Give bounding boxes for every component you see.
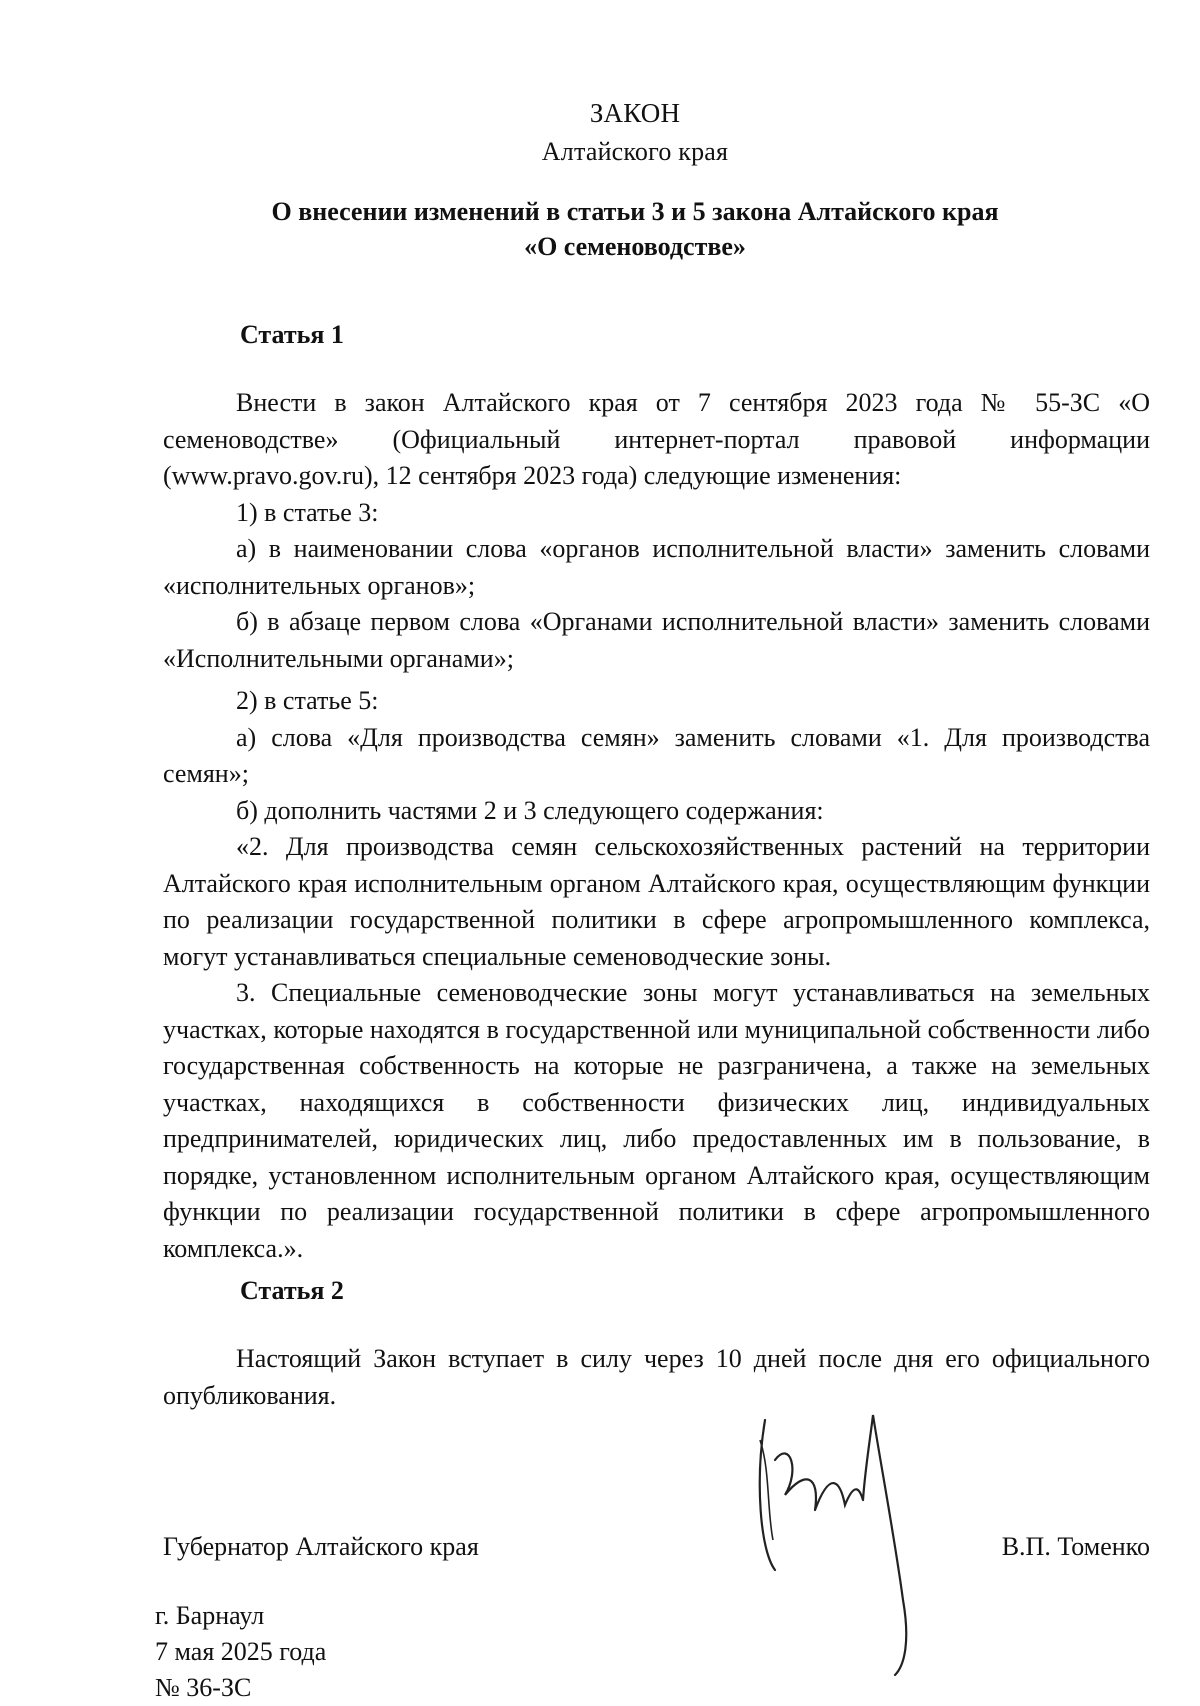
date-label: 7 мая 2025 года: [155, 1637, 327, 1666]
article1-part2: «2. Для производства семян сельскохозяйственных растений на территории Алтайского края исполнительным органом Алтайского края, осуществляющим функции по реализации государственной политики в сфере агропромышленного комплекса, могут устанавливаться специальные семеноводческие зоны.: [163, 832, 1150, 971]
article1-intro: Внести в закон Алтайского края от 7 сентября 2023 года № 55-ЗС «О семеноводстве» (Официальный интернет-портал правовой информации (www.pravo.gov.ru), 12 сентября 2023 года) следующие изменения:: [163, 388, 1150, 490]
article2-heading: Статья 2: [240, 1276, 344, 1305]
article1-amendments-block: [163, 683, 1150, 1267]
law-label: ЗАКОН: [589, 98, 681, 128]
article1-intro-block: [163, 385, 1150, 677]
law-title-line2: «О семеноводстве»: [524, 232, 746, 261]
article2-text: Настоящий Закон вступает в силу через 10 дней после дня его официального опубликования.: [163, 1344, 1150, 1410]
law-number: № 36-ЗС: [155, 1673, 252, 1702]
article1-item2a: а) слова «Для производства семян» заменить словами «1. Для производства семян»;: [163, 722, 1150, 788]
article2-block: [163, 1341, 1150, 1414]
document-footer: [155, 1598, 326, 1706]
article1-part3: 3. Специальные семеноводческие зоны могут устанавливаться на земельных участках, которые находятся в государственной или муниципальной собственности либо государственная собственность на которые не разграничена, а также на земельных участках, находящихся в собственности физических лиц, индивидуальных предпринимателей, юридических лиц, либо предоставленных им в пользование, в порядке, установленном исполнительным органом Алтайского края, осуществляющим функции по реализации государственной политики в сфере агропромышленного комплекса.».: [163, 978, 1150, 1263]
article1-item1: 1) в статье 3:: [236, 497, 379, 527]
handwritten-signature-icon: [745, 1400, 935, 1680]
governor-position: Губернатор Алтайского края: [163, 1532, 479, 1561]
article1-item1b: б) в абзаце первом слова «Органами исполнительной власти» заменить словами «Исполнительными органами»;: [163, 607, 1150, 673]
region-label: Алтайского края: [541, 137, 729, 166]
article1-item1a: а) в наименовании слова «органов исполнительной власти» заменить словами «исполнительных органов»;: [163, 534, 1150, 600]
law-title-line1: О внесении изменений в статьи 3 и 5 закона Алтайского края: [271, 197, 999, 226]
article1-heading: Статья 1: [240, 320, 344, 349]
article1-item2b: б) дополнить частями 2 и 3 следующего содержания:: [236, 795, 824, 825]
governor-name: В.П. Томенко: [1001, 1532, 1150, 1561]
article1-item2: 2) в статье 5:: [236, 686, 379, 715]
city-label: г. Барнаул: [155, 1601, 265, 1630]
